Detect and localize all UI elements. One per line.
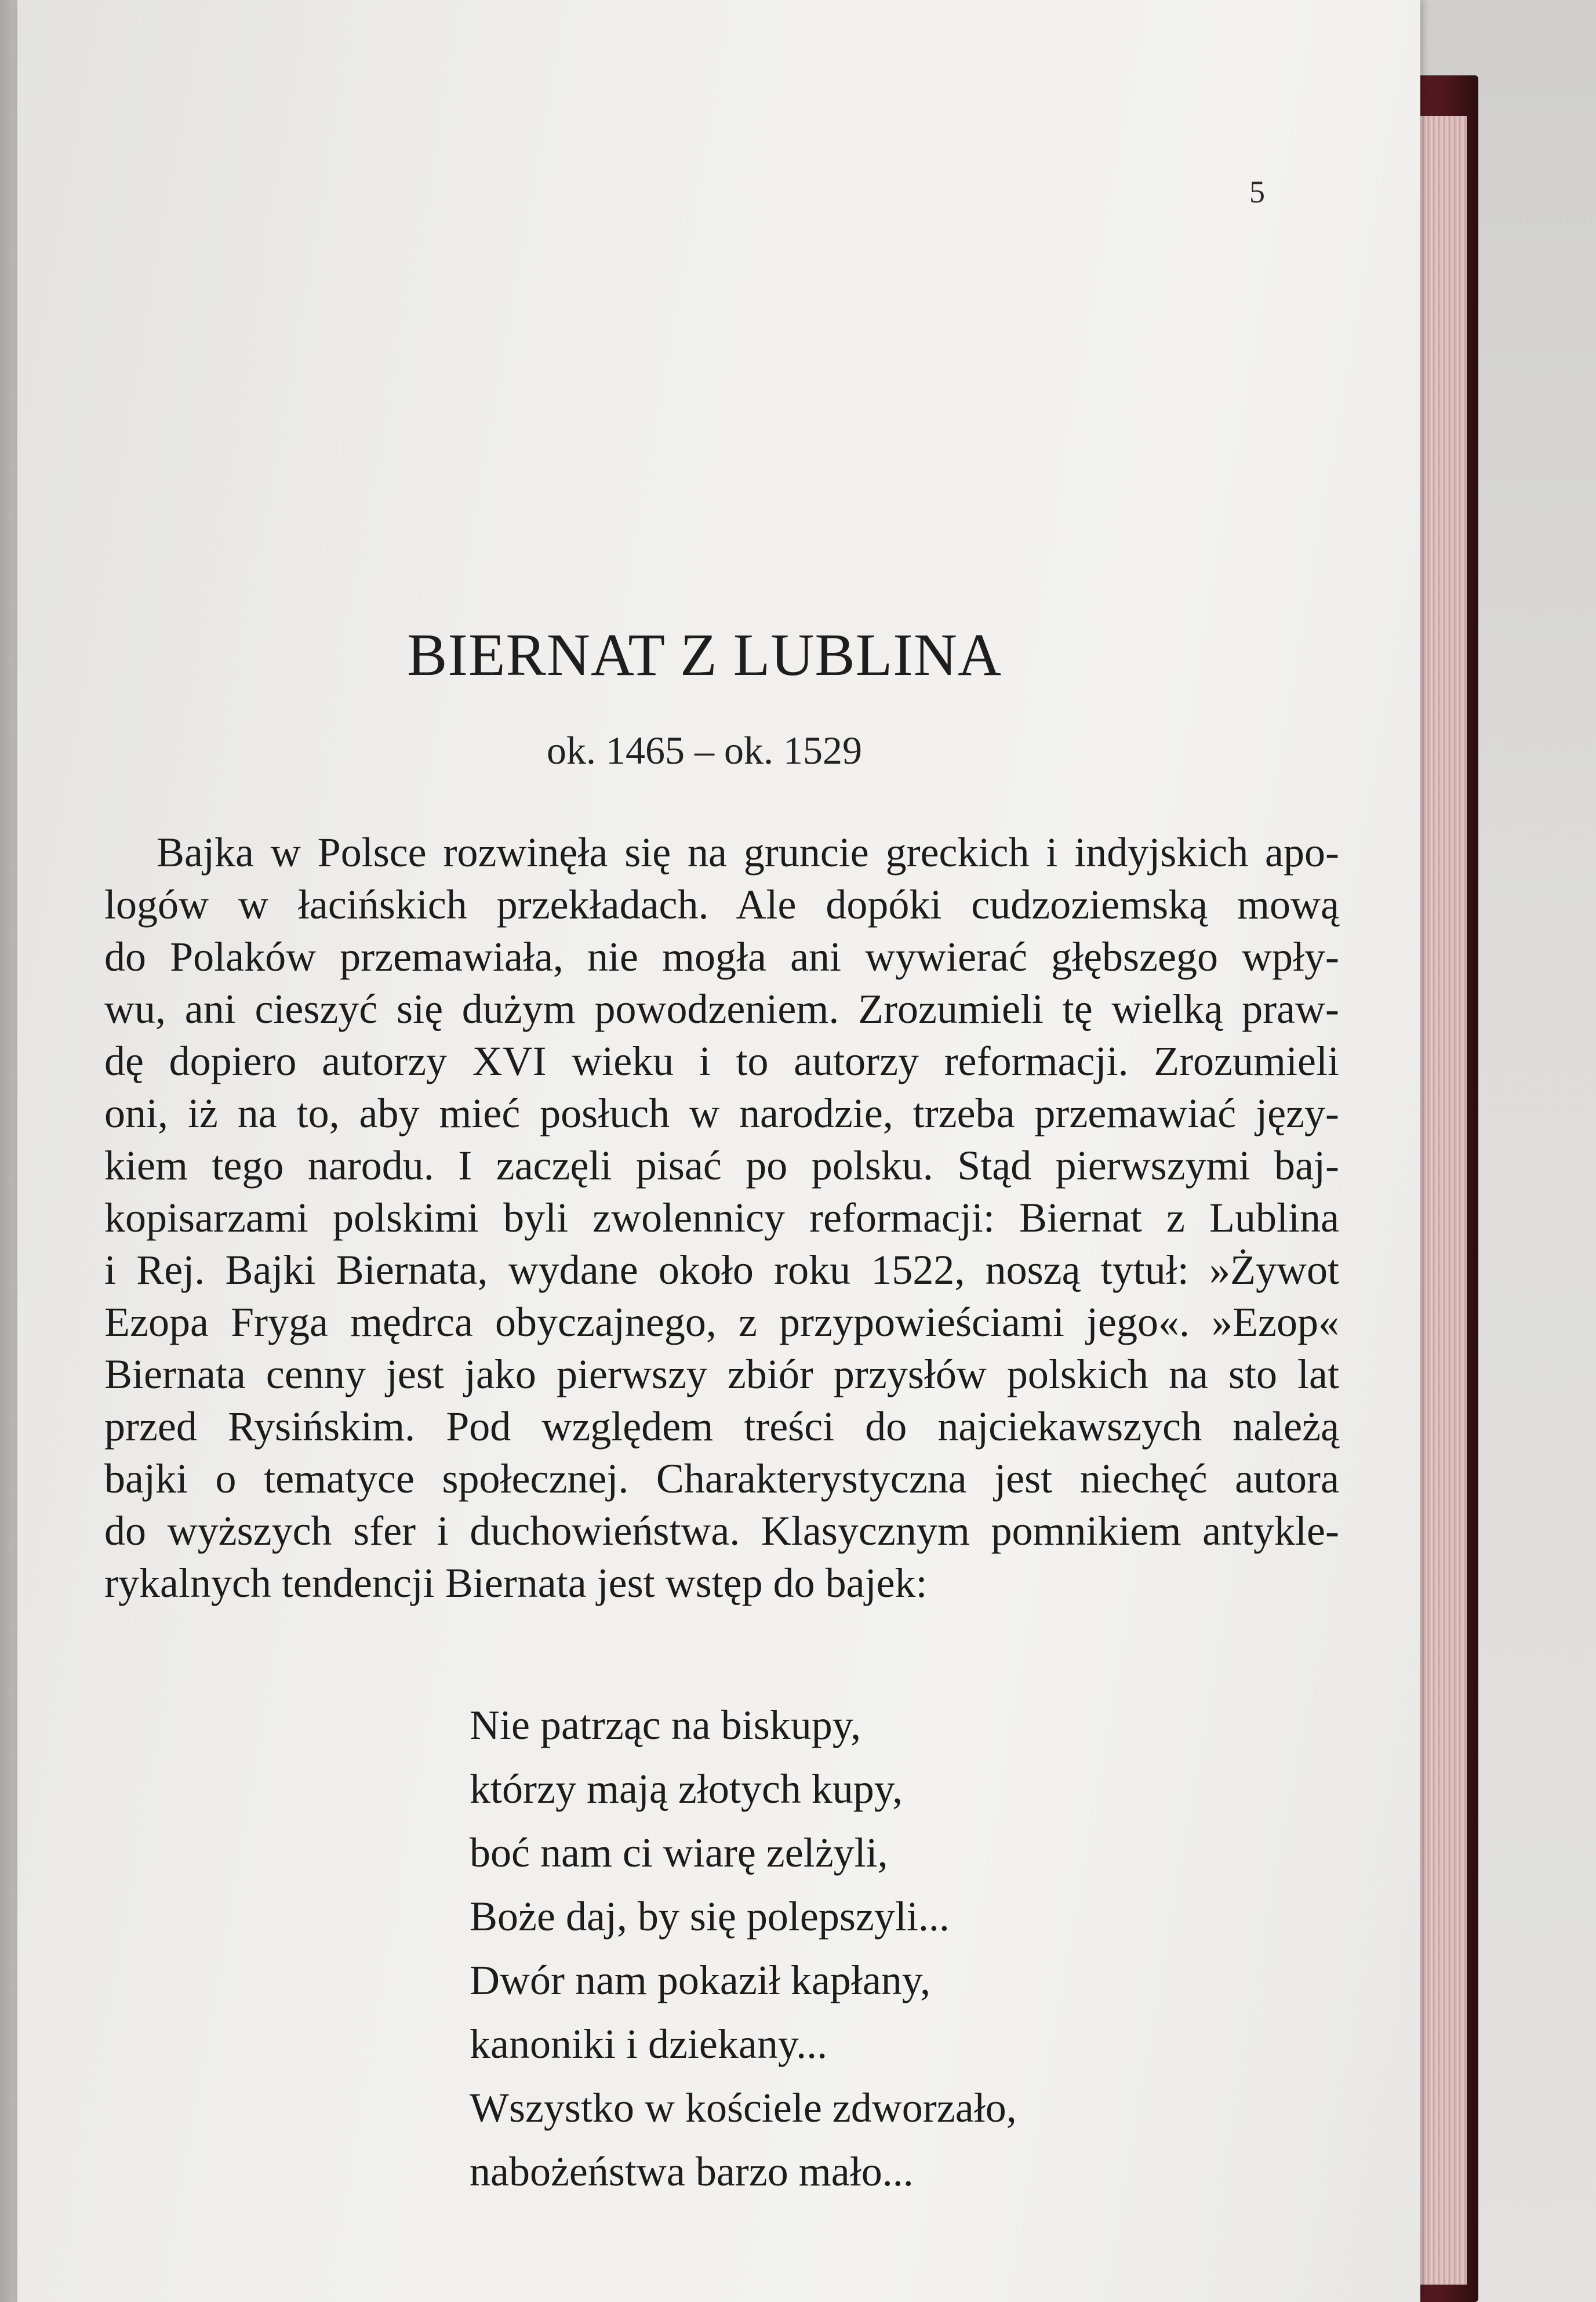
- verse-line: boć nam ci wiarę zelżyli,: [470, 1829, 888, 1876]
- verse-line: nabożeństwa barzo mało...: [470, 2148, 914, 2195]
- paragraph-line: bajki o tematyce społecznej. Charakterystyczna jest niechęć autora: [104, 1455, 1339, 1502]
- paragraph-line: kiem tego narodu. I zaczęli pisać po polsku. Stąd pierwszymi baj-: [104, 1142, 1339, 1189]
- verse-line: kanoniki i dziekany...: [470, 2021, 828, 2067]
- verse-line: Boże daj, by się polepszyli...: [470, 1893, 950, 1940]
- chapter-title: BIERNAT Z LUBLINA: [406, 622, 1002, 688]
- paragraph-line: wu, ani cieszyć się dużym powodzeniem. Zrozumieli tę wielką praw-: [104, 986, 1339, 1032]
- page-number: 5: [1249, 175, 1265, 209]
- paragraph-line: dę dopiero autorzy XVI wieku i to autorzy reformacji. Zrozumieli: [104, 1038, 1339, 1084]
- paragraph-line: do wyższych sfer i duchowieństwa. Klasycznym pomnikiem antykle-: [104, 1508, 1339, 1554]
- paragraph-line: rykalnych tendencji Biernata jest wstęp do bajek:: [104, 1560, 928, 1606]
- book-page: [17, 0, 1420, 2302]
- page-edges: [1415, 116, 1467, 2285]
- paragraph-line: Ezopa Fryga mędrca obyczajnego, z przypowieściami jego«. »Ezop«: [104, 1299, 1339, 1345]
- paragraph-line: logów w łacińskich przekładach. Ale dopóki cudzoziemską mową: [104, 881, 1339, 928]
- paragraph-line: i Rej. Bajki Biernata, wydane około roku 1522, noszą tytuł: »Żywot: [104, 1247, 1339, 1293]
- paragraph-line: kopisarzami polskimi byli zwolennicy reformacji: Biernat z Lublina: [104, 1194, 1339, 1241]
- verse-line: Nie patrząc na biskupy,: [470, 1702, 861, 1748]
- verse-line: którzy mają złotych kupy,: [470, 1766, 903, 1812]
- author-dates: ok. 1465 – ok. 1529: [547, 728, 862, 772]
- paragraph-line: przed Rysińskim. Pod względem treści do najciekawszych należą: [104, 1403, 1339, 1450]
- verse: [470, 1693, 1281, 2203]
- verse-line: Wszystko w kościele zdworzało,: [470, 2085, 1017, 2131]
- paragraph: [104, 826, 1339, 1609]
- paragraph-line: Bajka w Polsce rozwinęła się na gruncie greckich i indyjskich apo-: [157, 829, 1339, 876]
- paragraph-line: do Polaków przemawiała, nie mogła ani wywierać głębszego wpły-: [104, 934, 1339, 980]
- paragraph-line: Biernata cenny jest jako pierwszy zbiór przysłów polskich na sto lat: [104, 1351, 1339, 1397]
- verse-line: Dwór nam pokaził kapłany,: [470, 1957, 931, 2003]
- paragraph-line: oni, iż na to, aby mieć posłuch w narodzie, trzeba przemawiać języ-: [104, 1090, 1339, 1137]
